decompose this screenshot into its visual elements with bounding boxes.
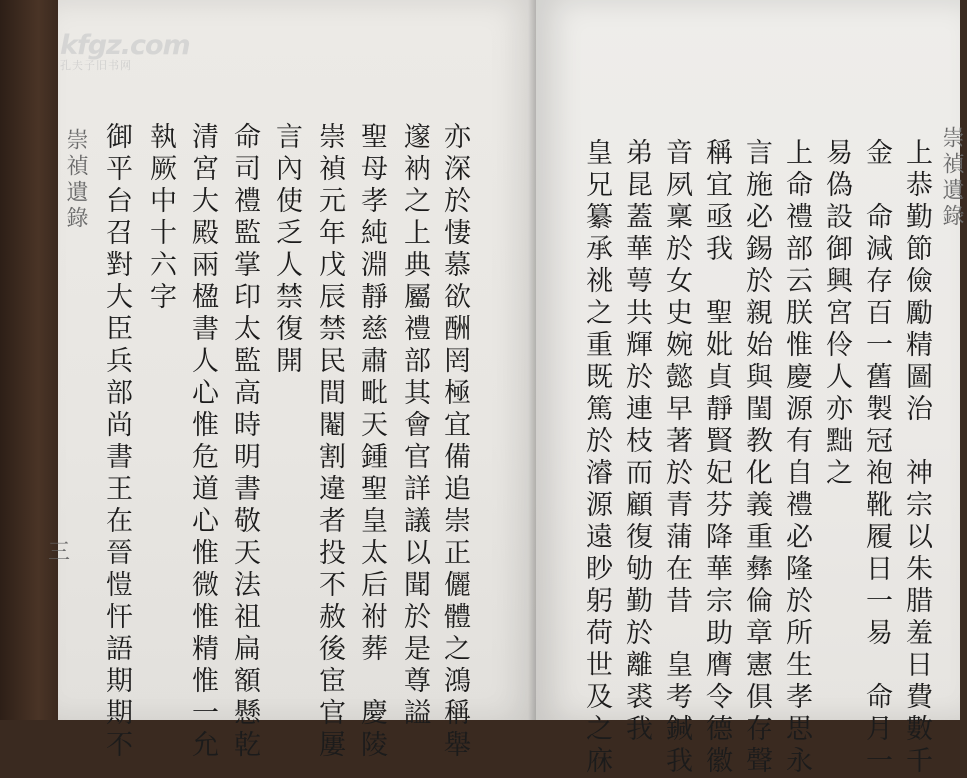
site-watermark [60, 30, 190, 73]
right-column-5: 言施必錫於親始與閨教化義重彝倫章憲俱存聲 [741, 138, 772, 778]
right-margin-title: 崇禎遺錄 [939, 126, 964, 230]
left-column-2: 邃衲之上典屬禮部其會官詳議以聞於是尊謚 [399, 122, 430, 730]
right-column-4: 上命禮部云朕惟慶源有自禮必隆於所生孝思永 [781, 138, 812, 778]
watermark-logo: kfgz.com [60, 30, 190, 61]
right-column-8: 弟昆蓋華萼共輝於連枝而顧復劬勤於離裘我 [621, 138, 652, 746]
page-number: 三 [48, 540, 71, 565]
left-column-4: 崇禎元年戊辰禁民間閹割違者投不赦後宦官屢 [314, 122, 345, 762]
left-column-5: 言內使乏人禁復開 [271, 122, 302, 378]
left-column-3: 聖母孝純淵靜慈肅毗天鍾聖皇太后祔葬 慶陵 [356, 122, 387, 762]
left-column-9: 御平台召對大臣兵部尚書王在晉愷忓語期期不 [101, 122, 132, 762]
right-column-7: 音夙稟於女史婉懿早著於青蒲在昔 皇考鍼我 [661, 138, 692, 778]
right-column-6: 稱宜亟我 聖妣貞靜賢妃芬降華宗助膺令德徽 [701, 138, 732, 778]
right-column-2: 金 命減存百一舊製冠袍靴履日一易 命月一 [861, 138, 892, 778]
left-column-7: 清宮大殿兩楹書人心惟危道心惟微惟精惟一允 [187, 122, 218, 762]
right-column-1: 上恭勤節儉勵精圖治 神宗以朱腊羞日費數千 [901, 138, 932, 778]
left-margin-title: 崇禎遺錄 [63, 128, 88, 232]
right-page [536, 0, 964, 778]
left-column-8: 執厥中十六字 [145, 122, 176, 314]
left-column-6: 命司禮監掌印太監高時明書敬天法祖扁額懸乾 [229, 122, 260, 762]
right-column-3: 易偽設御興宮伶人亦黜之 [821, 138, 852, 490]
left-column-1: 亦深於悽慕欲酬罔極宜備追崇正儷體之鴻稱舉 [439, 122, 470, 762]
right-column-9: 皇兄纂承祧之重既篤於濬源遠眇躬荷世及之庥 [581, 138, 612, 778]
left-page [48, 0, 536, 762]
watermark-subtitle: 孔夫子旧书网 [60, 59, 132, 72]
